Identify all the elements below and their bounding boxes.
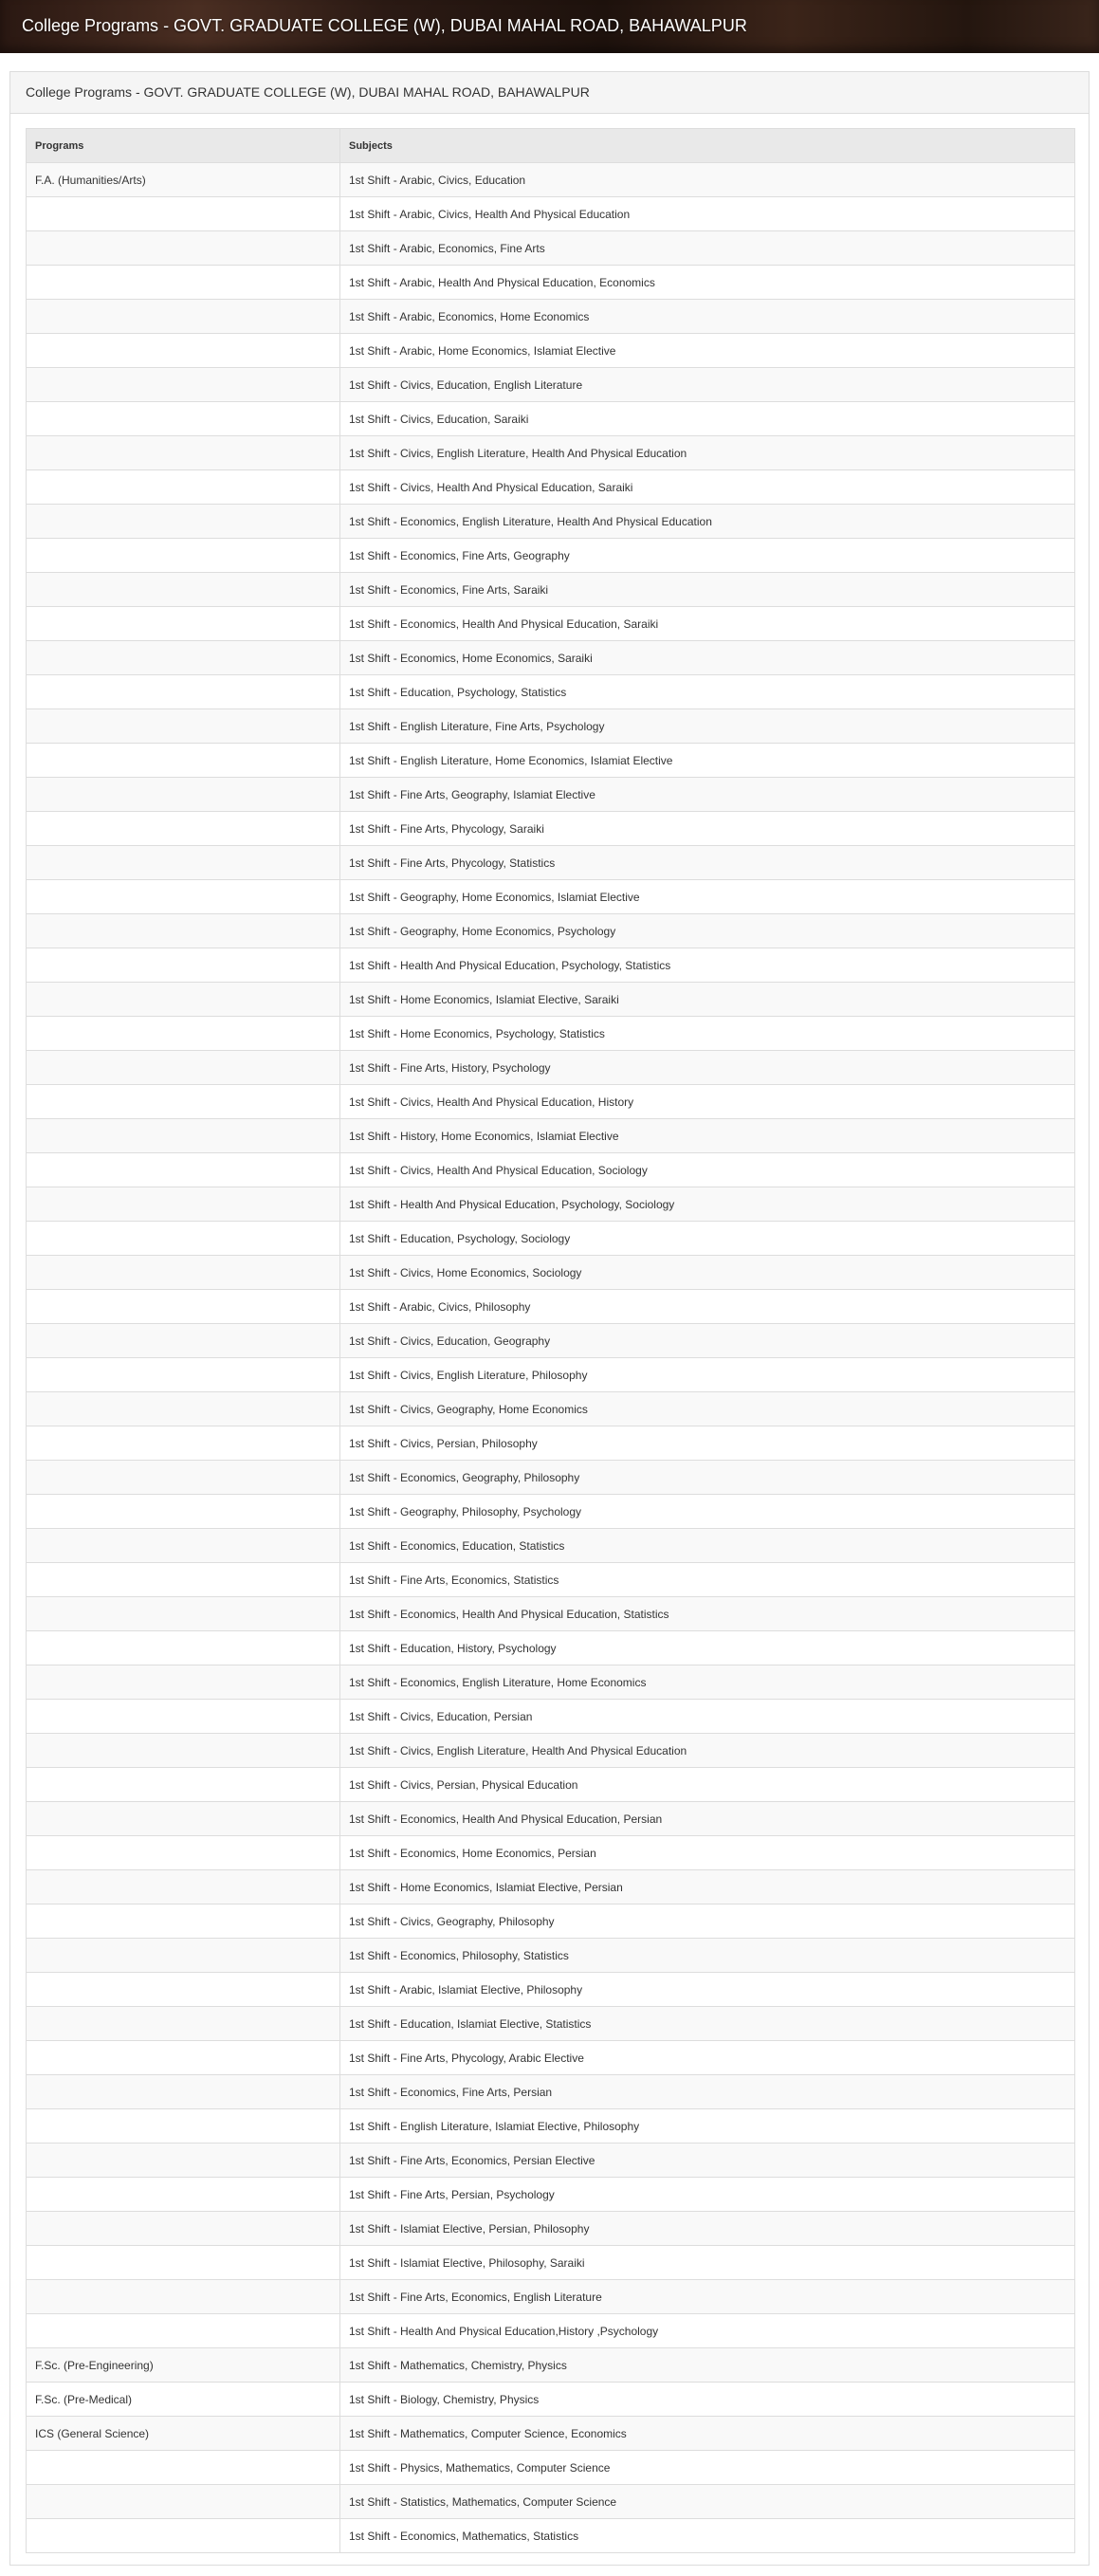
subjects-cell: 1st Shift - Arabic, Civics, Philosophy	[340, 1290, 1075, 1324]
program-cell	[27, 266, 340, 300]
subjects-cell: 1st Shift - Education, History, Psychology	[340, 1631, 1075, 1665]
subjects-cell: 1st Shift - Civics, English Literature, Health And Physical Education	[340, 436, 1075, 470]
subjects-cell: 1st Shift - Mathematics, Computer Science, Economics	[340, 2417, 1075, 2451]
subjects-cell: 1st Shift - Civics, Persian, Philosophy	[340, 1426, 1075, 1461]
table-row	[27, 368, 1075, 402]
subjects-cell: 1st Shift - Economics, English Literature, Health And Physical Education	[340, 505, 1075, 539]
table-row	[27, 778, 1075, 812]
program-cell	[27, 2178, 340, 2212]
program-cell	[27, 1392, 340, 1426]
program-cell	[27, 744, 340, 778]
table-row	[27, 2007, 1075, 2041]
table-row	[27, 1187, 1075, 1222]
subjects-cell: 1st Shift - Fine Arts, Phycology, Arabic Elective	[340, 2041, 1075, 2075]
program-cell	[27, 402, 340, 436]
program-cell: F.A. (Humanities/Arts)	[27, 163, 340, 197]
program-cell	[27, 1939, 340, 1973]
program-cell	[27, 470, 340, 505]
program-cell	[27, 675, 340, 709]
program-cell	[27, 539, 340, 573]
subjects-cell: 1st Shift - Economics, Health And Physical Education, Persian	[340, 1802, 1075, 1836]
table-row	[27, 2417, 1075, 2451]
table-row	[27, 1461, 1075, 1495]
subjects-cell: 1st Shift - Geography, Home Economics, Islamiat Elective	[340, 880, 1075, 914]
table-row	[27, 983, 1075, 1017]
subjects-cell: 1st Shift - Fine Arts, Geography, Islamiat Elective	[340, 778, 1075, 812]
subjects-cell: 1st Shift - Biology, Chemistry, Physics	[340, 2383, 1075, 2417]
subjects-cell: 1st Shift - Fine Arts, Phycology, Saraiki	[340, 812, 1075, 846]
column-header-subjects: Subjects	[340, 129, 1075, 163]
table-row	[27, 2075, 1075, 2109]
subjects-cell: 1st Shift - Civics, Home Economics, Sociology	[340, 1256, 1075, 1290]
program-cell	[27, 2212, 340, 2246]
program-cell: F.Sc. (Pre-Engineering)	[27, 2348, 340, 2383]
subjects-cell: 1st Shift - English Literature, Home Economics, Islamiat Elective	[340, 744, 1075, 778]
program-cell	[27, 1734, 340, 1768]
table-row	[27, 1870, 1075, 1904]
program-cell	[27, 709, 340, 744]
subjects-cell: 1st Shift - Economics, Home Economics, Saraiki	[340, 641, 1075, 675]
table-row	[27, 1495, 1075, 1529]
table-row	[27, 1904, 1075, 1939]
program-cell	[27, 2246, 340, 2280]
program-cell	[27, 1358, 340, 1392]
table-row	[27, 470, 1075, 505]
subjects-cell: 1st Shift - Economics, Philosophy, Statistics	[340, 1939, 1075, 1973]
subjects-cell: 1st Shift - Geography, Philosophy, Psychology	[340, 1495, 1075, 1529]
program-cell	[27, 983, 340, 1017]
program-cell	[27, 1802, 340, 1836]
column-header-programs: Programs	[27, 129, 340, 163]
subjects-cell: 1st Shift - Economics, Geography, Philosophy	[340, 1461, 1075, 1495]
table-row	[27, 2519, 1075, 2553]
table-row	[27, 2451, 1075, 2485]
table-row	[27, 880, 1075, 914]
table-row	[27, 1085, 1075, 1119]
subjects-cell: 1st Shift - Arabic, Islamiat Elective, Philosophy	[340, 1973, 1075, 2007]
subjects-cell: 1st Shift - Education, Psychology, Statistics	[340, 675, 1075, 709]
subjects-cell: 1st Shift - Statistics, Mathematics, Computer Science	[340, 2485, 1075, 2519]
table-row	[27, 1973, 1075, 2007]
subjects-cell: 1st Shift - English Literature, Fine Arts, Psychology	[340, 709, 1075, 744]
table-row	[27, 1290, 1075, 1324]
table-row	[27, 2348, 1075, 2383]
program-cell	[27, 197, 340, 231]
table-row	[27, 1836, 1075, 1870]
program-cell	[27, 1461, 340, 1495]
table-row	[27, 1153, 1075, 1187]
program-cell	[27, 1973, 340, 2007]
program-cell	[27, 1017, 340, 1051]
table-row	[27, 1119, 1075, 1153]
table-row	[27, 846, 1075, 880]
header-banner	[0, 0, 1099, 53]
subjects-cell: 1st Shift - Economics, Education, Statistics	[340, 1529, 1075, 1563]
table-row	[27, 2485, 1075, 2519]
table-row	[27, 2212, 1075, 2246]
table-row	[27, 573, 1075, 607]
subjects-cell: 1st Shift - Arabic, Economics, Fine Arts	[340, 231, 1075, 266]
table-row	[27, 914, 1075, 948]
subjects-cell: 1st Shift - Health And Physical Education,History ,Psychology	[340, 2314, 1075, 2348]
table-row	[27, 2314, 1075, 2348]
table-row	[27, 163, 1075, 197]
subjects-cell: 1st Shift - Fine Arts, Economics, English Literature	[340, 2280, 1075, 2314]
program-cell	[27, 1904, 340, 1939]
program-cell	[27, 607, 340, 641]
subjects-cell: 1st Shift - Economics, Health And Physical Education, Statistics	[340, 1597, 1075, 1631]
subjects-cell: 1st Shift - Economics, Fine Arts, Saraiki	[340, 573, 1075, 607]
table-header-row	[27, 129, 1075, 163]
table-row	[27, 539, 1075, 573]
program-cell	[27, 2075, 340, 2109]
subjects-cell: 1st Shift - Fine Arts, Phycology, Statistics	[340, 846, 1075, 880]
subjects-cell: 1st Shift - Civics, English Literature, Philosophy	[340, 1358, 1075, 1392]
table-row	[27, 812, 1075, 846]
table-row	[27, 1939, 1075, 1973]
program-cell	[27, 1631, 340, 1665]
program-cell	[27, 334, 340, 368]
table-row	[27, 1358, 1075, 1392]
program-cell: ICS (General Science)	[27, 2417, 340, 2451]
table-row	[27, 1051, 1075, 1085]
table-row	[27, 2280, 1075, 2314]
program-cell	[27, 880, 340, 914]
program-cell	[27, 1768, 340, 1802]
subjects-cell: 1st Shift - Economics, Mathematics, Statistics	[340, 2519, 1075, 2553]
subjects-cell: 1st Shift - Civics, English Literature, Health And Physical Education	[340, 1734, 1075, 1768]
program-cell	[27, 2485, 340, 2519]
table-row	[27, 1324, 1075, 1358]
program-cell	[27, 505, 340, 539]
panel-heading: College Programs - GOVT. GRADUATE COLLEGE (W), DUBAI MAHAL ROAD, BAHAWALPUR	[10, 72, 1089, 114]
table-row	[27, 300, 1075, 334]
table-row	[27, 744, 1075, 778]
subjects-cell: 1st Shift - Islamiat Elective, Philosophy, Saraiki	[340, 2246, 1075, 2280]
subjects-cell: 1st Shift - Civics, Education, Saraiki	[340, 402, 1075, 436]
table-row	[27, 1768, 1075, 1802]
subjects-cell: 1st Shift - English Literature, Islamiat Elective, Philosophy	[340, 2109, 1075, 2144]
subjects-cell: 1st Shift - Arabic, Home Economics, Islamiat Elective	[340, 334, 1075, 368]
subjects-cell: 1st Shift - Fine Arts, History, Psychology	[340, 1051, 1075, 1085]
table-row	[27, 1700, 1075, 1734]
program-cell	[27, 641, 340, 675]
program-cell	[27, 2280, 340, 2314]
program-cell	[27, 1051, 340, 1085]
subjects-cell: 1st Shift - Arabic, Economics, Home Economics	[340, 300, 1075, 334]
programs-panel	[9, 71, 1090, 2566]
subjects-cell: 1st Shift - Civics, Persian, Physical Education	[340, 1768, 1075, 1802]
subjects-cell: 1st Shift - Health And Physical Education, Psychology, Statistics	[340, 948, 1075, 983]
program-cell	[27, 1085, 340, 1119]
subjects-cell: 1st Shift - Home Economics, Islamiat Elective, Persian	[340, 1870, 1075, 1904]
program-cell	[27, 1529, 340, 1563]
program-cell	[27, 1426, 340, 1461]
table-row	[27, 2041, 1075, 2075]
table-row	[27, 1529, 1075, 1563]
subjects-cell: 1st Shift - Economics, Health And Physical Education, Saraiki	[340, 607, 1075, 641]
subjects-cell: 1st Shift - Civics, Education, Geography	[340, 1324, 1075, 1358]
program-cell	[27, 914, 340, 948]
program-cell	[27, 2041, 340, 2075]
table-row	[27, 2383, 1075, 2417]
subjects-cell: 1st Shift - Geography, Home Economics, Psychology	[340, 914, 1075, 948]
program-cell	[27, 1222, 340, 1256]
program-cell	[27, 436, 340, 470]
subjects-cell: 1st Shift - Education, Psychology, Sociology	[340, 1222, 1075, 1256]
page-title: College Programs - GOVT. GRADUATE COLLEGE (W), DUBAI MAHAL ROAD, BAHAWALPUR	[22, 16, 747, 35]
program-cell	[27, 368, 340, 402]
program-cell	[27, 2109, 340, 2144]
program-cell	[27, 1290, 340, 1324]
subjects-cell: 1st Shift - Fine Arts, Economics, Persian Elective	[340, 2144, 1075, 2178]
table-row	[27, 402, 1075, 436]
table-row	[27, 709, 1075, 744]
subjects-cell: 1st Shift - History, Home Economics, Islamiat Elective	[340, 1119, 1075, 1153]
subjects-cell: 1st Shift - Economics, Home Economics, Persian	[340, 1836, 1075, 1870]
programs-table	[26, 128, 1075, 2553]
program-cell	[27, 300, 340, 334]
subjects-cell: 1st Shift - Civics, Education, Persian	[340, 1700, 1075, 1734]
program-cell	[27, 1119, 340, 1153]
program-cell	[27, 1256, 340, 1290]
subjects-cell: 1st Shift - Home Economics, Islamiat Elective, Saraiki	[340, 983, 1075, 1017]
subjects-cell: 1st Shift - Civics, Education, English Literature	[340, 368, 1075, 402]
program-cell	[27, 1665, 340, 1700]
subjects-cell: 1st Shift - Economics, English Literature, Home Economics	[340, 1665, 1075, 1700]
subjects-cell: 1st Shift - Economics, Fine Arts, Persian	[340, 2075, 1075, 2109]
table-row	[27, 334, 1075, 368]
subjects-cell: 1st Shift - Arabic, Civics, Health And Physical Education	[340, 197, 1075, 231]
program-cell	[27, 1324, 340, 1358]
table-row	[27, 2246, 1075, 2280]
program-cell	[27, 1870, 340, 1904]
table-row	[27, 266, 1075, 300]
subjects-cell: 1st Shift - Mathematics, Chemistry, Physics	[340, 2348, 1075, 2383]
program-cell: F.Sc. (Pre-Medical)	[27, 2383, 340, 2417]
subjects-cell: 1st Shift - Civics, Health And Physical Education, Saraiki	[340, 470, 1075, 505]
table-row	[27, 1802, 1075, 1836]
table-row	[27, 1426, 1075, 1461]
table-row	[27, 1563, 1075, 1597]
program-cell	[27, 573, 340, 607]
table-row	[27, 1222, 1075, 1256]
table-row	[27, 197, 1075, 231]
table-row	[27, 1597, 1075, 1631]
program-cell	[27, 812, 340, 846]
subjects-cell: 1st Shift - Education, Islamiat Elective, Statistics	[340, 2007, 1075, 2041]
subjects-cell: 1st Shift - Civics, Health And Physical Education, Sociology	[340, 1153, 1075, 1187]
table-row	[27, 1665, 1075, 1700]
program-cell	[27, 1563, 340, 1597]
subjects-cell: 1st Shift - Economics, Fine Arts, Geography	[340, 539, 1075, 573]
program-cell	[27, 231, 340, 266]
table-row	[27, 1017, 1075, 1051]
program-cell	[27, 2314, 340, 2348]
program-cell	[27, 778, 340, 812]
table-row	[27, 641, 1075, 675]
table-row	[27, 1392, 1075, 1426]
subjects-cell: 1st Shift - Home Economics, Psychology, Statistics	[340, 1017, 1075, 1051]
table-row	[27, 2109, 1075, 2144]
subjects-cell: 1st Shift - Physics, Mathematics, Computer Science	[340, 2451, 1075, 2485]
subjects-cell: 1st Shift - Fine Arts, Economics, Statistics	[340, 1563, 1075, 1597]
program-cell	[27, 2144, 340, 2178]
subjects-cell: 1st Shift - Health And Physical Education, Psychology, Sociology	[340, 1187, 1075, 1222]
program-cell	[27, 1187, 340, 1222]
program-cell	[27, 1495, 340, 1529]
program-cell	[27, 1700, 340, 1734]
program-cell	[27, 1597, 340, 1631]
table-row	[27, 505, 1075, 539]
table-row	[27, 1256, 1075, 1290]
subjects-cell: 1st Shift - Fine Arts, Persian, Psychology	[340, 2178, 1075, 2212]
subjects-cell: 1st Shift - Civics, Geography, Philosophy	[340, 1904, 1075, 1939]
subjects-cell: 1st Shift - Arabic, Civics, Education	[340, 163, 1075, 197]
subjects-cell: 1st Shift - Arabic, Health And Physical Education, Economics	[340, 266, 1075, 300]
program-cell	[27, 846, 340, 880]
program-cell	[27, 2451, 340, 2485]
table-row	[27, 675, 1075, 709]
table-row	[27, 2144, 1075, 2178]
table-row	[27, 436, 1075, 470]
program-cell	[27, 2519, 340, 2553]
table-row	[27, 1734, 1075, 1768]
table-row	[27, 607, 1075, 641]
subjects-cell: 1st Shift - Civics, Health And Physical Education, History	[340, 1085, 1075, 1119]
table-row	[27, 2178, 1075, 2212]
program-cell	[27, 948, 340, 983]
subjects-cell: 1st Shift - Islamiat Elective, Persian, Philosophy	[340, 2212, 1075, 2246]
program-cell	[27, 1836, 340, 1870]
table-row	[27, 231, 1075, 266]
table-row	[27, 1631, 1075, 1665]
subjects-cell: 1st Shift - Civics, Geography, Home Economics	[340, 1392, 1075, 1426]
program-cell	[27, 1153, 340, 1187]
table-row	[27, 948, 1075, 983]
program-cell	[27, 2007, 340, 2041]
